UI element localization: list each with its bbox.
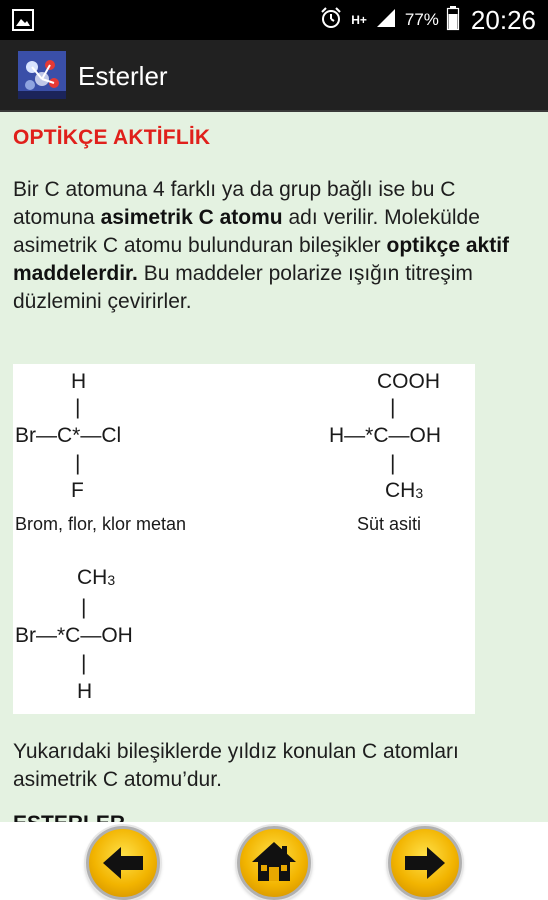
status-bar [0,0,548,40]
gallery-notification-icon [12,9,34,36]
molecule-figure [13,364,475,714]
mol2-bottom-bond: | [390,452,396,475]
mol1-top-atom: H [71,370,87,393]
signal-icon [375,7,397,34]
clock: 20:26 [470,4,536,35]
intro-paragraph [13,176,533,316]
next-button[interactable] [388,826,462,900]
text-run: adı verilir. Molekülde asimetrik C atomu bulunduran bileşikler [13,206,480,257]
mol3-bottom-bond: | [81,652,87,675]
mol2-bottom-text: CH [385,479,416,502]
mol2-center: H—*C—OH [329,424,442,447]
mol1-center: Br—C*—Cl [15,424,122,447]
app-title: Esterler [78,61,168,91]
mol1-bottom-bond: | [75,452,81,475]
mol2-top-bond: | [390,396,396,419]
mol1-top-bond: | [75,396,81,419]
mol3-top-bond: | [81,596,87,619]
mol3-top-group [77,566,116,590]
mol1-caption: Brom, flor, klor metan [15,514,187,534]
text-run: Bu maddeler polarize ışığın titreşim düzlemini çevirirler. [13,262,473,313]
arrow-left-icon [89,829,157,897]
text-run: Bir C atomuna 4 farklı ya da grup bağlı ise bu C atomuna [13,178,456,229]
conclusion-paragraph: Yukarıdaki bileşiklerde yıldız konulan C atomları asimetrik C atomu’dur. [13,740,459,791]
action-bar [0,40,548,112]
mol2-caption: Süt asiti [357,514,422,534]
mol3-top-text: CH [77,566,108,589]
app-logo-icon[interactable] [18,51,66,99]
battery-percent: 77% [404,10,439,29]
home-icon [240,829,308,897]
mol3-center: Br—*C—OH [15,624,133,647]
mol1-bottom-atom: F [71,479,84,502]
mol2-bottom-subscript: 3 [415,485,424,501]
mol2-bottom-group [385,479,424,503]
alarm-icon [319,6,343,35]
content-area[interactable] [0,112,548,822]
mol2-top-group: COOH [377,370,440,393]
bold-term: asimetrik C atomu [100,206,283,229]
network-type-icon: H+ [351,12,367,27]
back-button[interactable] [86,826,160,900]
battery-icon [447,6,459,35]
arrow-right-icon [391,829,459,897]
mol3-top-subscript: 3 [107,572,116,588]
mol3-bottom-atom: H [77,680,93,703]
section-heading: OPTİKÇE AKTİFLİK [13,126,211,149]
home-button[interactable] [237,826,311,900]
bottom-nav [0,822,548,900]
bold-term: optikçe aktif maddelerdir. [13,234,510,285]
